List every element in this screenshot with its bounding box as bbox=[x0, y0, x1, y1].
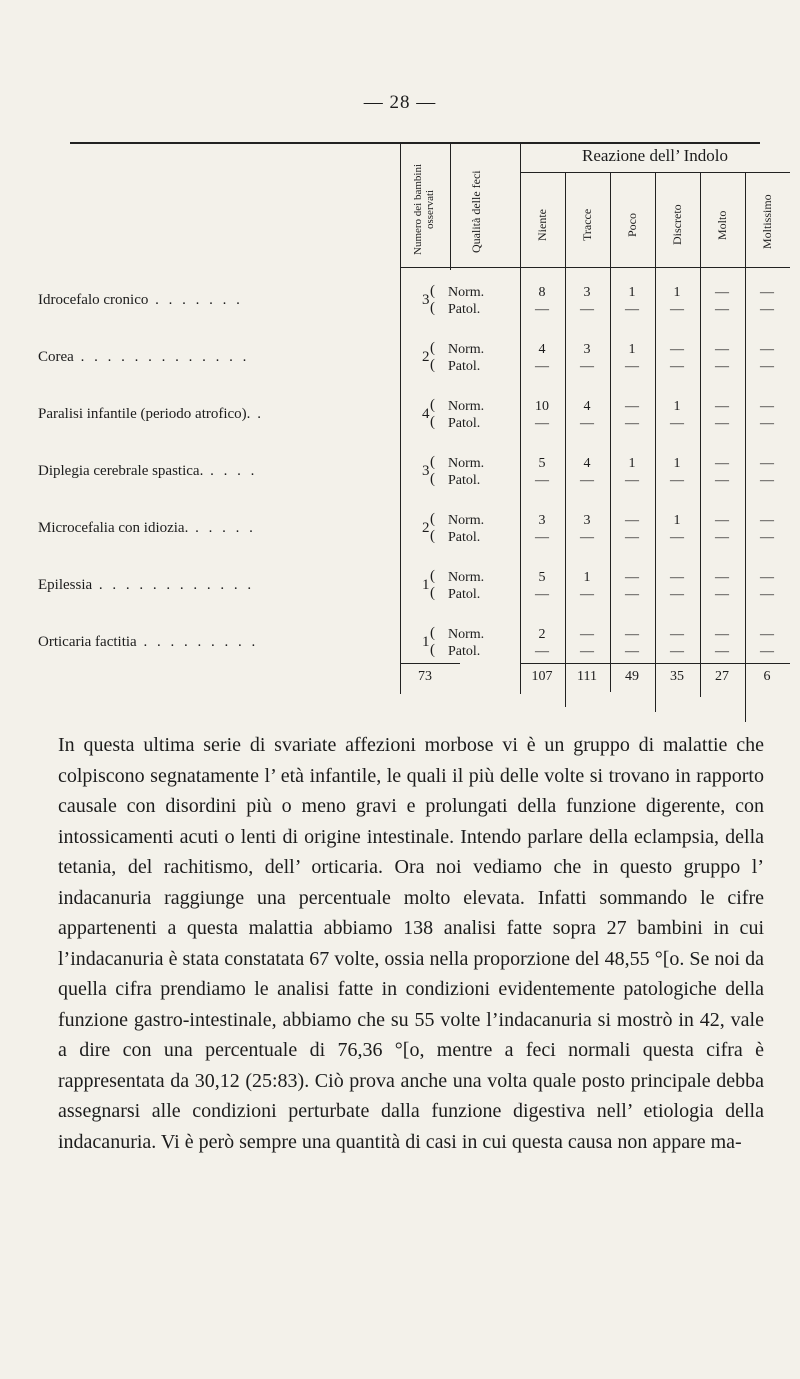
cell: — bbox=[535, 416, 549, 431]
table-top-rule bbox=[70, 142, 760, 144]
row-norm-label: Norm. bbox=[448, 513, 485, 528]
cell: 1 bbox=[628, 285, 636, 300]
cell: — bbox=[535, 473, 549, 488]
row-count: 3 bbox=[422, 292, 430, 308]
row-brace: ( ( bbox=[430, 625, 435, 658]
cell: — bbox=[670, 627, 684, 642]
row-norm-label: Norm. bbox=[448, 570, 485, 585]
cell: — bbox=[625, 473, 639, 488]
cell: — bbox=[625, 399, 639, 414]
cell: — bbox=[760, 473, 774, 488]
cell: — bbox=[625, 416, 639, 431]
row-brace: ( ( bbox=[430, 340, 435, 373]
cell: — bbox=[760, 644, 774, 659]
cell: — bbox=[760, 399, 774, 414]
cell: — bbox=[625, 513, 639, 528]
col-line bbox=[565, 172, 566, 707]
cell: 3 bbox=[538, 513, 546, 528]
cell: 10 bbox=[535, 399, 549, 414]
cell: — bbox=[715, 587, 729, 602]
row-brace: ( ( bbox=[430, 454, 435, 487]
cell: — bbox=[715, 473, 729, 488]
total-moltissimo: 6 bbox=[763, 669, 771, 684]
row-disease: Idrocefalo cronico . . . . . . . bbox=[38, 292, 243, 308]
cell: — bbox=[760, 302, 774, 317]
row-brace: ( ( bbox=[430, 511, 435, 544]
cell: — bbox=[580, 359, 594, 374]
header-poco: Poco bbox=[625, 213, 639, 237]
cell: — bbox=[760, 456, 774, 471]
row-count: 2 bbox=[422, 520, 430, 536]
total-count: 73 bbox=[418, 669, 432, 684]
row-norm-label: Norm. bbox=[448, 285, 485, 300]
cell: — bbox=[670, 359, 684, 374]
indolo-table bbox=[30, 142, 790, 707]
cell: — bbox=[580, 587, 594, 602]
header-discreto: Discreto bbox=[670, 204, 684, 246]
row-brace: ( ( bbox=[430, 568, 435, 601]
cell: — bbox=[715, 416, 729, 431]
row-norm-label: Norm. bbox=[448, 399, 485, 414]
cell: — bbox=[715, 285, 729, 300]
cell: 4 bbox=[583, 399, 591, 414]
row-patol-label: Patol. bbox=[448, 644, 481, 659]
cell: — bbox=[760, 285, 774, 300]
cell: — bbox=[670, 530, 684, 545]
cell: — bbox=[535, 530, 549, 545]
row-count: 2 bbox=[422, 349, 430, 365]
row-brace: ( ( bbox=[430, 397, 435, 430]
cell: — bbox=[670, 473, 684, 488]
cell: 5 bbox=[538, 570, 546, 585]
cell: 4 bbox=[538, 342, 546, 357]
cell: — bbox=[715, 399, 729, 414]
cell: — bbox=[670, 570, 684, 585]
header-molto: Molto bbox=[715, 210, 729, 240]
row-norm-label: Norm. bbox=[448, 627, 485, 642]
cell: — bbox=[760, 570, 774, 585]
cell: — bbox=[715, 342, 729, 357]
cell: — bbox=[760, 342, 774, 357]
total-poco: 49 bbox=[625, 669, 639, 684]
cell: 8 bbox=[538, 285, 546, 300]
cell: 2 bbox=[538, 627, 546, 642]
cell: — bbox=[715, 456, 729, 471]
cell: — bbox=[670, 644, 684, 659]
row-disease: Paralisi infantile (periodo atrofico). . bbox=[38, 406, 264, 422]
row-norm-label: Norm. bbox=[448, 342, 485, 357]
row-disease: Diplegia cerebrale spastica. . . . . bbox=[38, 463, 258, 479]
cell: — bbox=[670, 302, 684, 317]
cell: 3 bbox=[583, 342, 591, 357]
row-patol-label: Patol. bbox=[448, 359, 481, 374]
cell: — bbox=[625, 530, 639, 545]
row-brace: ( ( bbox=[430, 283, 435, 316]
row-disease: Microcefalia con idiozia. . . . . . bbox=[38, 520, 256, 536]
cell: — bbox=[625, 587, 639, 602]
row-norm-label: Norm. bbox=[448, 456, 485, 471]
cell: — bbox=[760, 416, 774, 431]
col-line bbox=[450, 144, 451, 270]
row-disease: Orticaria factitia . . . . . . . . . bbox=[38, 634, 259, 650]
header-bottom-rule bbox=[400, 267, 790, 268]
col-line bbox=[745, 172, 746, 722]
col-line bbox=[700, 172, 701, 697]
cell: — bbox=[760, 627, 774, 642]
total-tracce: 111 bbox=[577, 669, 597, 684]
cell: — bbox=[760, 530, 774, 545]
cell: — bbox=[580, 530, 594, 545]
row-count: 3 bbox=[422, 463, 430, 479]
cell: — bbox=[580, 416, 594, 431]
cell: — bbox=[580, 473, 594, 488]
row-patol-label: Patol. bbox=[448, 587, 481, 602]
row-patol-label: Patol. bbox=[448, 416, 481, 431]
header-quality: Qualità delle feci bbox=[469, 170, 483, 254]
row-patol-label: Patol. bbox=[448, 530, 481, 545]
cell: 1 bbox=[673, 285, 681, 300]
cell: — bbox=[715, 570, 729, 585]
col-line bbox=[400, 144, 401, 694]
header-moltissimo: Moltissimo bbox=[760, 194, 774, 250]
cell: 3 bbox=[583, 285, 591, 300]
cell: — bbox=[625, 359, 639, 374]
cell: — bbox=[535, 359, 549, 374]
header-tracce: Tracce bbox=[580, 208, 594, 242]
cell: — bbox=[715, 627, 729, 642]
col-line bbox=[520, 144, 521, 694]
header-observed: Numero dei bambini osservati bbox=[412, 163, 436, 255]
cell: — bbox=[670, 587, 684, 602]
cell: — bbox=[535, 587, 549, 602]
cell: — bbox=[760, 513, 774, 528]
cell: — bbox=[580, 627, 594, 642]
row-patol-label: Patol. bbox=[448, 302, 481, 317]
cell: — bbox=[715, 513, 729, 528]
cell: — bbox=[535, 644, 549, 659]
row-patol-label: Patol. bbox=[448, 473, 481, 488]
cell: 1 bbox=[583, 570, 591, 585]
total-discreto: 35 bbox=[670, 669, 684, 684]
cell: 3 bbox=[583, 513, 591, 528]
cell: — bbox=[760, 359, 774, 374]
total-niente: 107 bbox=[531, 669, 553, 684]
cell: — bbox=[760, 587, 774, 602]
cell: 1 bbox=[673, 399, 681, 414]
cell: — bbox=[715, 359, 729, 374]
row-disease: Epilessia . . . . . . . . . . . . bbox=[38, 577, 255, 593]
row-disease: Corea . . . . . . . . . . . . . bbox=[38, 349, 250, 365]
row-count: 1 bbox=[422, 634, 430, 650]
row-count: 1 bbox=[422, 577, 430, 593]
cell: 1 bbox=[673, 513, 681, 528]
cell: 5 bbox=[538, 456, 546, 471]
header-reaction-group: Reazione dell’ Indolo bbox=[581, 146, 729, 165]
header-niente: Niente bbox=[535, 209, 549, 241]
cell: — bbox=[625, 627, 639, 642]
col-line bbox=[655, 172, 656, 712]
cell: — bbox=[625, 302, 639, 317]
cell: — bbox=[625, 570, 639, 585]
cell: — bbox=[535, 302, 549, 317]
cell: 1 bbox=[673, 456, 681, 471]
page-number: — 28 — bbox=[363, 92, 437, 113]
cell: — bbox=[580, 644, 594, 659]
body-paragraph: In questa ultima serie di svariate affezioni morbose vi è un gruppo di malattie che colpiscono segnatamente l’ età infantile, le quali il più delle volte si trovano in rapporto causale con disordini più o meno gravi e prolungati della funzione digerente, con intossicamenti acuti o lenti di origine intestinale. Intendo parlare della eclampsia, della tetania, del rachitismo, dell’ orticaria. Ora noi vediamo che in questo gruppo l’ indacanuria raggiunge una percentuale molto elevata. Infatti sommando le cifre appartenenti a questa malattia abbiamo 138 analisi fatte sopra 27 bambini in cui l’indacanuria è stata constatata 67 volte, ossia nella proporzione del 48,55 °[o. Se noi da quella cifra prendiamo le analisi fatte in condizioni evidentemente patologiche della funzione gastro-intestinale, abbiamo che su 55 volte l’indacanuria si mostrò in 42, vale a dire con una percentuale di 76,36 °[o, mentre a feci normali questa cifra è rappresentata da 30,12 (25:83). Ciò prova anche una volta quale posto principale debba assegnarsi alle condizioni perturbate dalla funzione digestiva nell’ etiologia della indacanuria. Vi è però sempre una quantità di casi in cui questa causa non appare ma- bbox=[58, 734, 764, 1153]
total-molto: 27 bbox=[715, 669, 729, 684]
cell: — bbox=[715, 530, 729, 545]
totals-rule bbox=[400, 663, 460, 664]
row-count: 4 bbox=[422, 406, 430, 422]
cell: — bbox=[580, 302, 594, 317]
cell: 4 bbox=[583, 456, 591, 471]
cell: — bbox=[670, 342, 684, 357]
cell: — bbox=[625, 644, 639, 659]
cell: — bbox=[715, 302, 729, 317]
cell: 1 bbox=[628, 456, 636, 471]
cell: — bbox=[715, 644, 729, 659]
col-line bbox=[610, 172, 611, 692]
totals-rule bbox=[520, 663, 790, 664]
cell: 1 bbox=[628, 342, 636, 357]
cell: — bbox=[670, 416, 684, 431]
